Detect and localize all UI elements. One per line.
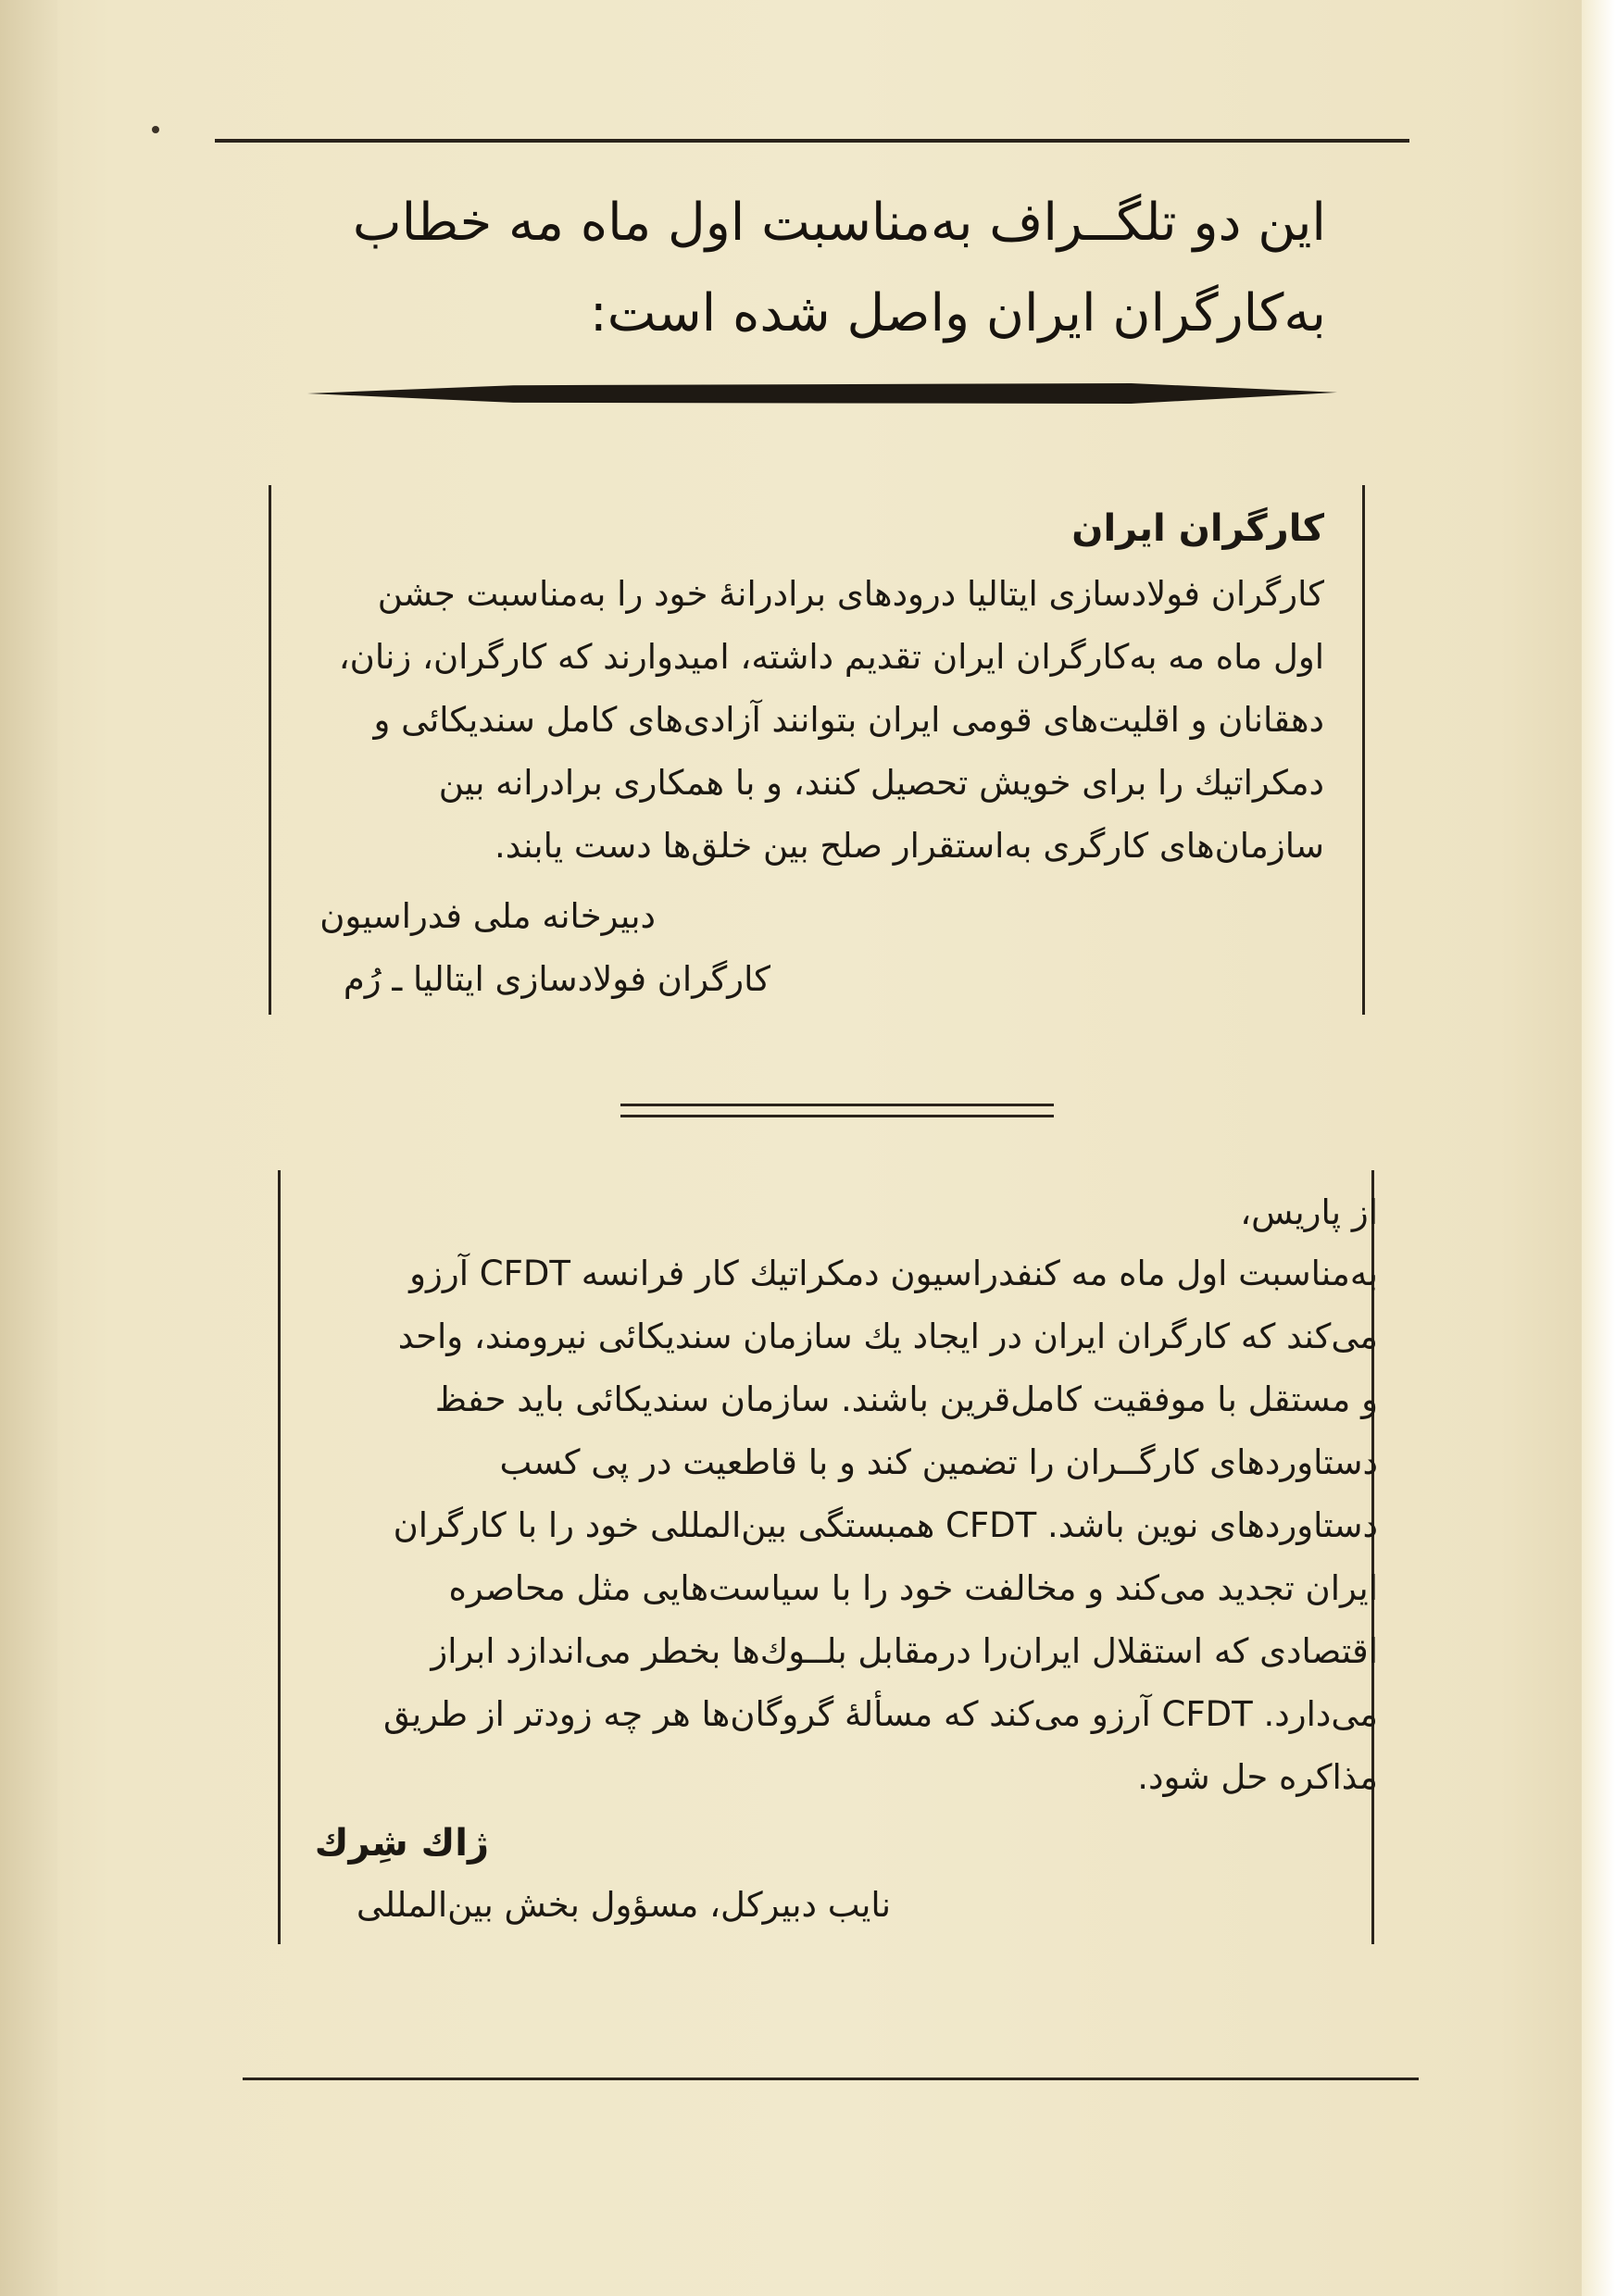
section-divider <box>620 1104 1054 1117</box>
heading-line-1: این دو تلگــراف به‌مناسبت اول ماه مه خطاب <box>352 193 1326 253</box>
paper-right-edge <box>1582 0 1615 2296</box>
telegram-2-line: و مستقل با موفقیت کامل‌قرین باشند. سازمان سندیکائی باید حفظ <box>434 1379 1378 1419</box>
heading-line-2: به‌کارگران ایران واصل شده است: <box>589 283 1326 343</box>
telegram-2-line: ایران تجدید می‌کند و مخالفت خود را با سیاست‌هایی مثل محاصره <box>448 1568 1378 1608</box>
paper-fold-shadow <box>0 0 57 2296</box>
telegram-2-signature-title: نایب دبیرکل، مسؤول بخش بین‌المللی <box>356 1885 891 1925</box>
bottom-rule <box>243 2078 1419 2080</box>
telegram-1-line: اول ماه مه به‌کارگران ایران تقدیم داشته، امیدوارند که کارگران، زنان، <box>338 637 1324 677</box>
telegram-1-signature: کارگران فولادسازی ایتالیا ـ رُم <box>343 959 770 999</box>
telegram-1-line: سازمان‌های کارگری به‌استقرار صلح بین خلق‌ها دست یابند. <box>494 826 1324 866</box>
telegram-2-line: می‌دارد. CFDT آرزو می‌کند که مسألهٔ گروگان‌ها هر چه زودتر از طریق <box>383 1694 1378 1734</box>
telegram-2-line: می‌کند که کارگران ایران در ایجاد یك سازمان سندیکائی نیرومند، واحد <box>397 1316 1378 1356</box>
telegram-1-title: کارگران ایران <box>1071 507 1324 550</box>
telegram-2-line: دستاوردهای کارگــران را تضمین کند و با قاطعیت در پی کسب <box>499 1442 1378 1482</box>
telegram-2-line: اقتصادی که استقلال ایران‌را درمقابل بلــوك‌ها بخطر می‌اندازد ابراز <box>431 1631 1378 1671</box>
telegram-2-opening: از پاریس، <box>1240 1192 1378 1232</box>
top-rule <box>215 139 1409 143</box>
telegram-1-signature: دبیرخانه ملی فدراسیون <box>319 896 656 936</box>
telegram-2-line: به‌مناسبت اول ماه مه کنفدراسیون دمکراتیك کار فرانسه CFDT آرزو <box>409 1254 1378 1293</box>
telegram-2-signature-name: ژاك شِرك <box>314 1822 489 1865</box>
telegram-1-line: دهقانان و اقلیت‌های قومی ایران بتوانند آزادی‌های کامل سندیکائی و <box>373 700 1324 740</box>
ink-speck <box>152 126 159 133</box>
telegram-2-line: دستاوردهای نوین باشد. CFDT همبستگی بین‌المللی خود را با کارگران <box>393 1505 1378 1545</box>
telegram-1-line: دمکراتیك را برای خویش تحصیل کنند، و با همکاری برادرانه بین <box>438 763 1324 803</box>
telegram-1-line: کارگران فولادسازی ایتالیا درودهای برادرانهٔ خود را به‌مناسبت جشن <box>377 574 1324 614</box>
telegram-2-line: مذاکره حل شود. <box>1137 1757 1378 1797</box>
